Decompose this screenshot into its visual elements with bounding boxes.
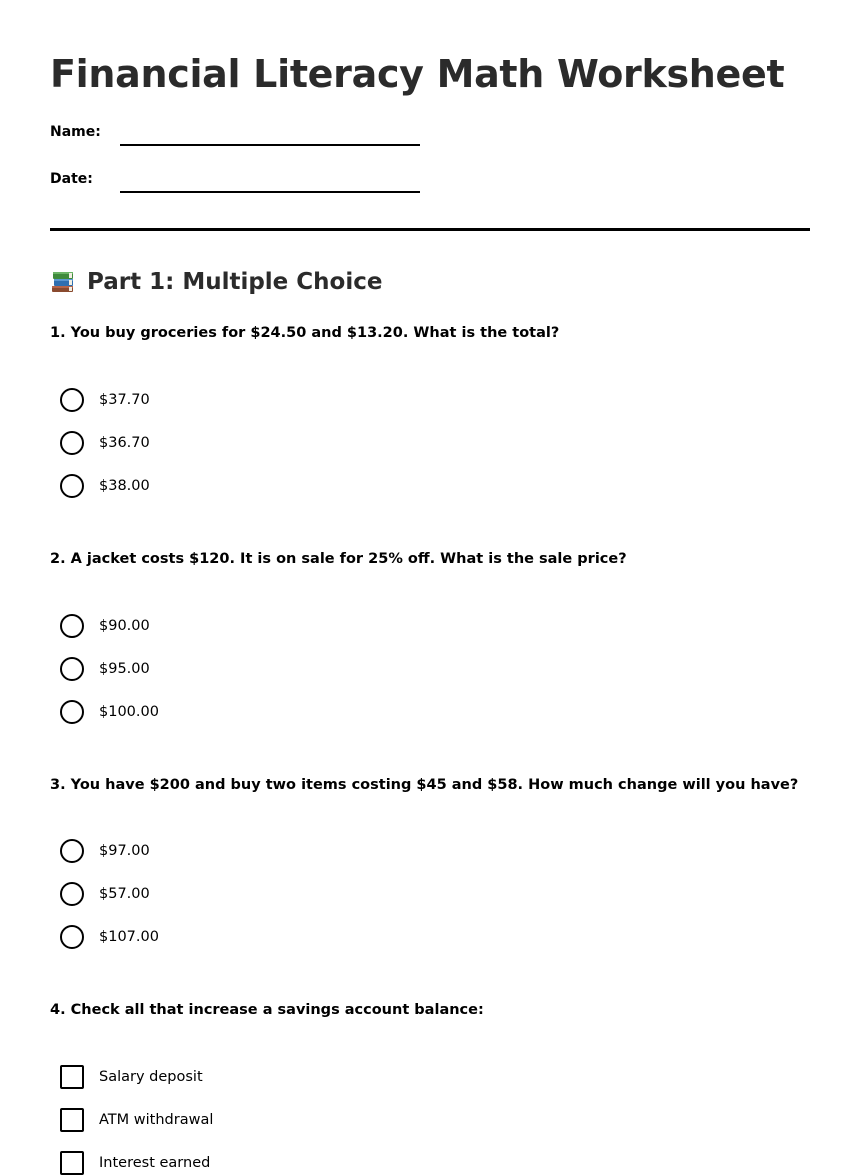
checkbox[interactable]	[60, 1108, 84, 1132]
option-label: $38.00	[99, 478, 150, 494]
q2-option-3[interactable]	[60, 699, 159, 725]
radio-button[interactable]	[60, 925, 84, 949]
option-label: $95.00	[99, 661, 150, 677]
checkbox[interactable]	[60, 1151, 84, 1175]
q4-option-2[interactable]	[60, 1107, 213, 1133]
q2-option-1[interactable]	[60, 613, 150, 639]
q1-option-3[interactable]	[60, 473, 150, 499]
option-label: $36.70	[99, 435, 150, 451]
q2-option-2[interactable]	[60, 656, 150, 682]
section-title: Part 1: Multiple Choice	[87, 269, 383, 295]
page-title: Financial Literacy Math Worksheet	[50, 52, 785, 96]
question-3: 3. You have $200 and buy two items costing $45 and $58. How much change will you have?	[50, 777, 799, 793]
name-field[interactable]	[120, 122, 420, 146]
section-heading	[50, 266, 382, 298]
checkbox[interactable]	[60, 1065, 84, 1089]
radio-button[interactable]	[60, 882, 84, 906]
option-label: $100.00	[99, 704, 159, 720]
option-label: $37.70	[99, 392, 150, 408]
option-label: Salary deposit	[99, 1069, 203, 1085]
q4-option-1[interactable]	[60, 1064, 203, 1090]
date-label: Date:	[50, 171, 93, 187]
name-label: Name:	[50, 124, 101, 140]
question-1: 1. You buy groceries for $24.50 and $13.20. What is the total?	[50, 325, 560, 341]
radio-button[interactable]	[60, 431, 84, 455]
radio-button[interactable]	[60, 839, 84, 863]
question-4: 4. Check all that increase a savings account balance:	[50, 1002, 484, 1018]
q3-option-1[interactable]	[60, 838, 150, 864]
header-divider	[50, 228, 810, 231]
radio-button[interactable]	[60, 657, 84, 681]
option-label: $107.00	[99, 929, 159, 945]
radio-button[interactable]	[60, 614, 84, 638]
date-field[interactable]	[120, 169, 420, 193]
q3-option-2[interactable]	[60, 881, 150, 907]
books-icon	[50, 269, 76, 295]
radio-button[interactable]	[60, 474, 84, 498]
option-label: Interest earned	[99, 1155, 211, 1171]
radio-button[interactable]	[60, 700, 84, 724]
question-2: 2. A jacket costs $120. It is on sale for 25% off. What is the sale price?	[50, 551, 627, 567]
date-field-row	[50, 169, 430, 199]
q1-option-1[interactable]	[60, 387, 150, 413]
radio-button[interactable]	[60, 388, 84, 412]
option-label: $90.00	[99, 618, 150, 634]
name-field-row	[50, 122, 430, 152]
q3-option-3[interactable]	[60, 924, 159, 950]
q1-option-2[interactable]	[60, 430, 150, 456]
q4-option-3[interactable]	[60, 1150, 210, 1176]
option-label: ATM withdrawal	[99, 1112, 214, 1128]
option-label: $97.00	[99, 843, 150, 859]
option-label: $57.00	[99, 886, 150, 902]
